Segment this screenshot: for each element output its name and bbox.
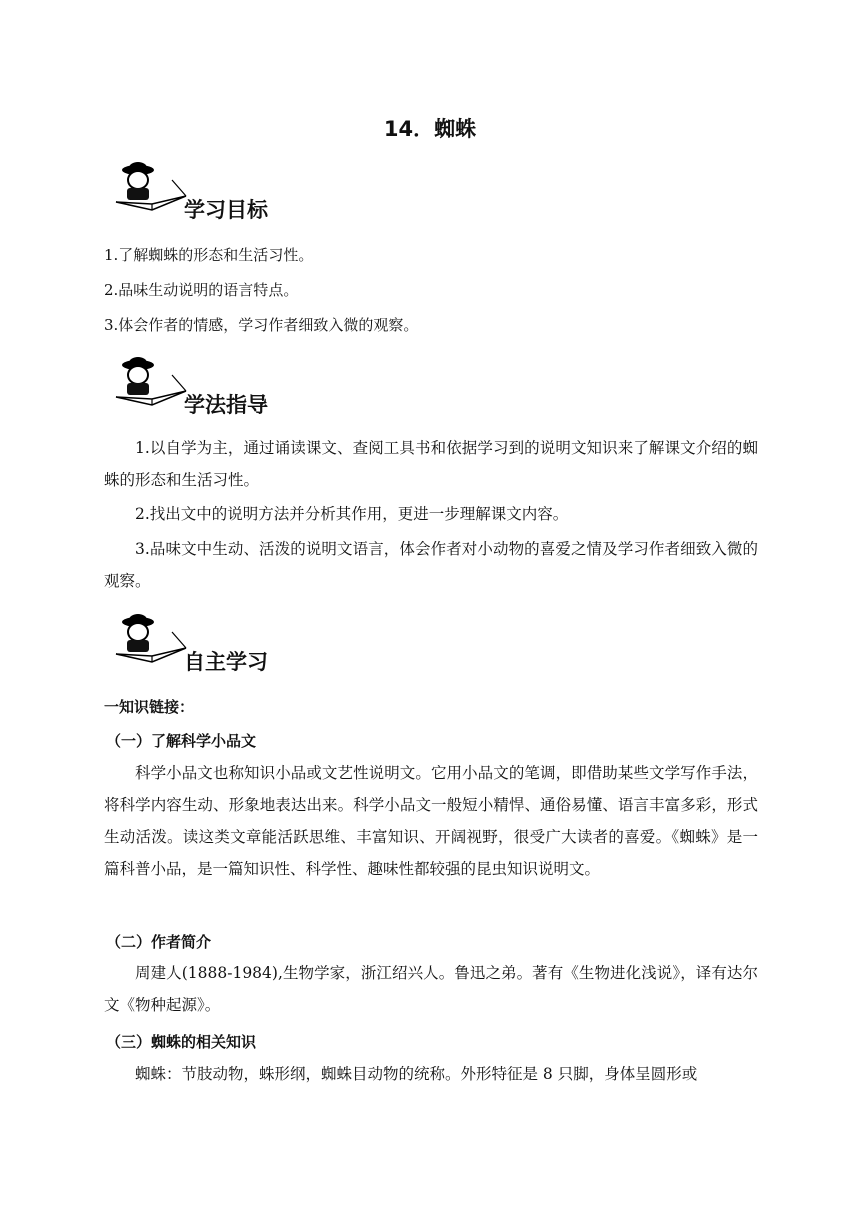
goal-item: 2.品味生动说明的语言特点。 bbox=[104, 281, 299, 299]
section-title: 学法指导 bbox=[184, 393, 268, 417]
subsection-heading: （一）了解科学小品文 bbox=[106, 732, 257, 750]
section-heading-self-study bbox=[112, 610, 412, 680]
page-title: 14．蜘蛛 bbox=[383, 117, 477, 141]
goal-item: 1.了解蜘蛛的形态和生活习性。 bbox=[104, 246, 314, 264]
section-title: 学习目标 bbox=[184, 198, 268, 222]
subsection-heading: （二）作者简介 bbox=[106, 933, 212, 951]
knowledge-link-heading: 一知识链接： bbox=[104, 698, 195, 716]
subsection-paragraph: 科学小品文也称知识小品或文艺性说明文。它用小品文的笔调，即借助某些文学写作手法，将科学内容生动、形象地表达出来。科学小品文一般短小精悍、通俗易懂、语言丰富多彩，形式生动活泼。读这类文章能活跃思维、丰富知识、开阔视野，很受广大读者的喜爱。《蜘蛛》是一篇科普小品，是一篇知识性、科学性、趣味性都较强的昆虫知识说明文。 bbox=[104, 764, 758, 878]
guidance-paragraph: 2.找出文中的说明方法并分析其作用，更进一步理解课文内容。 bbox=[135, 505, 569, 523]
section-heading-guidance bbox=[112, 353, 412, 423]
guidance-paragraph: 3.品味文中生动、活泼的说明文语言，体会作者对小动物的喜爱之情及学习作者细致入微的观察。 bbox=[104, 540, 758, 590]
reading-person-icon bbox=[112, 610, 192, 670]
guidance-paragraph: 1.以自学为主，通过诵读课文、查阅工具书和依据学习到的说明文知识来了解课文介绍的蜘蛛的形态和生活习性。 bbox=[104, 439, 758, 489]
reading-person-icon bbox=[112, 158, 192, 218]
subsection-paragraph: 蜘蛛：节肢动物，蛛形纲，蜘蛛目动物的统称。外形特征是 8 只脚，身体呈圆形或 bbox=[135, 1065, 698, 1083]
reading-person-icon bbox=[112, 353, 192, 413]
section-heading-goals bbox=[112, 158, 412, 228]
section-title: 自主学习 bbox=[184, 650, 268, 674]
subsection-paragraph: 周建人(1888-1984),生物学家，浙江绍兴人。鲁迅之弟。著有《生物进化浅说》，译有达尔文《物种起源》。 bbox=[104, 964, 758, 1014]
subsection-heading: （三）蜘蛛的相关知识 bbox=[106, 1033, 257, 1051]
goal-item: 3.体会作者的情感，学习作者细致入微的观察。 bbox=[104, 316, 419, 334]
